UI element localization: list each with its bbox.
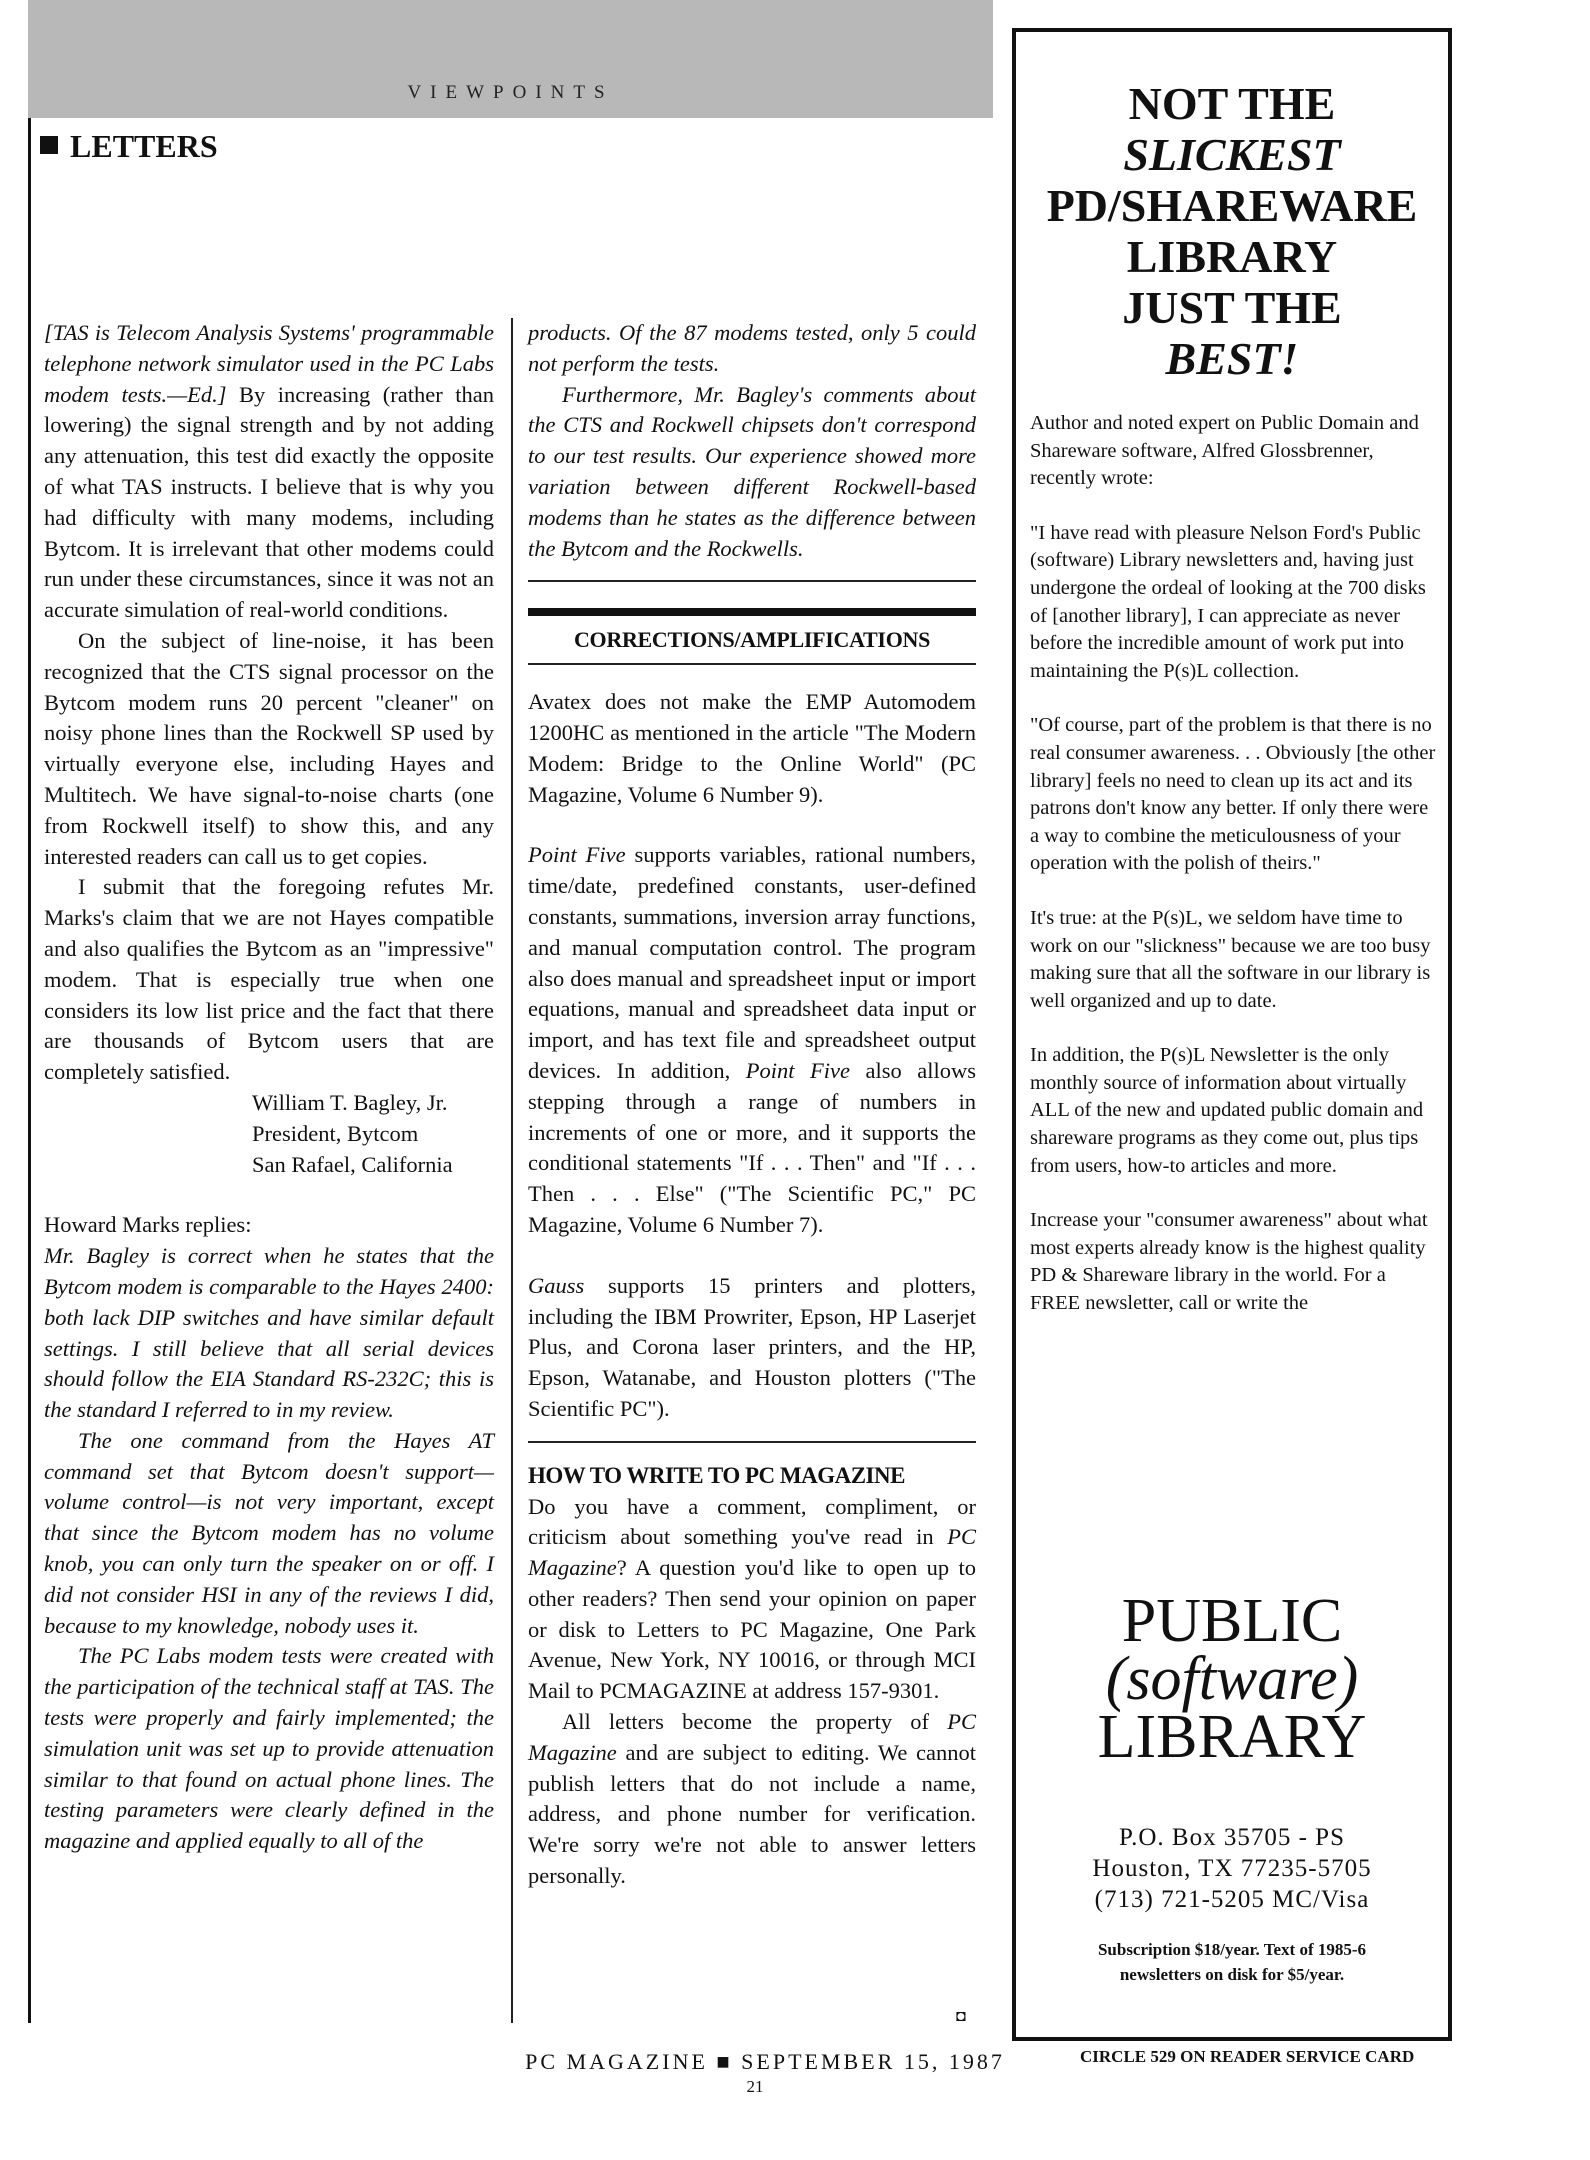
letter-text: By increasing (rather than lowering) the signal strength and by not adding any attenuation, this test did exactly the opposite of what TAS instructs. I believe that is why you had difficulty with many modems, including Bytcom. It is irrelevant that other modems could run under these circumstances, since it was not an accurate simulation of real-world conditions. [44, 381, 494, 623]
left-rule [28, 118, 31, 2023]
page-number: 21 [746, 2077, 764, 2096]
reply-paragraph: Furthermore, Mr. Bagley's comments about the CTS and Rockwell chipsets don't correspond to our test results. Our experience showed more variation between different Rockwell-based modems than he states as the difference between the Bytcom and the Rockwells. [528, 381, 976, 561]
column-title-text: LETTERS [70, 128, 218, 164]
ad-logo [1016, 1587, 1448, 1771]
ad-paragraph: In addition, the P(s)L Newsletter is the only monthly source of information about virtually ALL of the new and updated public domain and shareware programs as they come out, plus tips from users, how-to articles and more. [1030, 1044, 1424, 1177]
divider [528, 1441, 976, 1443]
divider [528, 580, 976, 582]
letters-column-2 [528, 318, 976, 1892]
editor-note: [TAS is Telecom Analysis Systems' programmable telephone network simulator used in the PC Labs modem tests.—Ed.] [44, 320, 494, 407]
how-to-paragraph [528, 1707, 976, 1892]
page-footer: PC MAGAZINE ■ SEPTEMBER 15, 1987 [525, 2049, 1005, 2074]
correction-text: supports variables, rational numbers, time/date, predefined constants, user-defined constants, summations, inversion array functions, and manual computation control. The program also does manual and spreadsheet input or import equations, manual and spreadsheet data input or import, and has text file and spreadsheet output devices. In addition, [528, 842, 976, 1083]
signature-place: San Rafael, California [252, 1151, 453, 1177]
how-to-text: Do you have a comment, compliment, or criticism about something you've read in [528, 1493, 976, 1550]
magazine-name: PC Magazine [528, 1709, 976, 1765]
corrections-heading: CORRECTIONS/AMPLIFICATIONS [573, 627, 931, 653]
ad-logo-line: PUBLIC [1121, 1587, 1343, 1655]
ad-headline-line: BEST! [1165, 333, 1299, 384]
divider-heavy [528, 608, 976, 616]
how-to-text: and are subject to editing. We cannot publish letters that do not include a name, address, and phone number for verification. We're sorry we're not able to answer letters personally. [528, 1739, 976, 1889]
correction-paragraph: Avatex does not make the EMP Automodem 1200HC as mentioned in the article "The Modern Modem: Bridge to the Online World" (PC Magazine, Volume 6 Number 9). [528, 689, 976, 807]
how-to-text: ? A question you'd like to open up to other readers? Then send your opinion on paper or disk to Letters to PC Magazine, One Park Avenue, New York, NY 10016, or through MCI Mail to PCMAGAZINE at address 157-9301. [528, 1555, 976, 1704]
ad-headline-line: NOT THE [1128, 78, 1336, 129]
ad-subscription-line: Subscription $18/year. Text of 1985-6 [1097, 1940, 1367, 1959]
ad-headline-line: PD/SHAREWARE [1046, 180, 1418, 231]
ad-paragraph: It's true: at the P(s)L, we seldom have time to work on our "slickness" because we are too busy making sure that all the software in our library is well organized and up to date. [1030, 906, 1431, 1012]
ad-subscription-line: newsletters on disk for $5/year. [1119, 1965, 1345, 1984]
correction-text: also allows stepping through a range of numbers in increments of one or more, and it supports the conditional statements "If . . . Then" and "If . . . Then . . . Else" ("The Scientific PC," PC Magazine, Volume 6 Number 7). [528, 1057, 976, 1237]
ad-body [1030, 410, 1436, 1345]
ad-address [1016, 1822, 1448, 1915]
reader-service-note: CIRCLE 529 ON READER SERVICE CARD [1080, 2047, 1415, 2066]
reply-paragraph: The one command from the Hayes AT command set that Bytcom doesn't support—volume control—is not very important, except that since the Bytcom modem has no volume knob, you can only turn the speaker on or off. I did not consider HSI in any of the reviews I did, because to my knowledge, nobody uses it. [44, 1427, 494, 1638]
letter-paragraph: I submit that the foregoing refutes Mr. Marks's claim that we are not Hayes compatible and also qualifies the Bytcom as an "impressive" modem. That is especially true when one considers its low list price and the fact that there are thousands of Bytcom users that are completely satisfied. [44, 874, 494, 1085]
ad-address-line: P.O. Box 35705 - PS [1119, 1824, 1345, 1851]
ad-logo-line: (software) [1105, 1645, 1359, 1713]
magazine-name: PC Magazine [528, 1524, 976, 1581]
ad-paragraph: "I have read with pleasure Nelson Ford's Public (software) Library newsletters and, having just undergone the ordeal of looking at the 700 disks of [another library], I can appreciate as never before the incredible amount of work put into maintaining the P(s)L collection. [1030, 521, 1426, 682]
product-name: Point Five [528, 842, 626, 868]
ad-paragraph: Increase your "consumer awareness" about what most experts already know is the highest quality PD & Shareware library in the world. For a FREE newsletter, call or write the [1030, 1209, 1428, 1315]
ad-headline [1016, 78, 1448, 384]
ad-address-line: Houston, TX 77235-5705 [1092, 1855, 1372, 1882]
how-to-write-heading: HOW TO WRITE TO PC MAGAZINE [528, 1462, 905, 1488]
advertisement [1012, 28, 1452, 2041]
ad-headline-line: SLICKEST [1123, 129, 1341, 180]
product-name: Gauss [528, 1272, 585, 1298]
signature-title: President, Bytcom [252, 1120, 419, 1146]
square-bullet-icon [40, 136, 58, 154]
column-title [40, 128, 218, 165]
signature-name: William T. Bagley, Jr. [252, 1089, 448, 1115]
ad-headline-line: JUST THE [1122, 282, 1342, 333]
correction-paragraph [528, 840, 976, 1240]
letters-column-1 [44, 318, 494, 1857]
end-mark-icon: ◘ [956, 2008, 966, 2025]
correction-paragraph [528, 1271, 976, 1425]
product-name: Point Five [745, 1057, 850, 1083]
how-to-paragraph [528, 1492, 976, 1708]
reply-paragraph: Mr. Bagley is correct when he states that the Bytcom modem is comparable to the Hayes 2400: both lack DIP switches and have similar default settings. I still believe that all serial devices should follow the EIA Standard RS-232C; this is the standard I referred to in my review. [44, 1243, 494, 1423]
ad-paragraph: "Of course, part of the problem is that there is no real consumer awareness. . . Obviously [the other library] feels no need to clean up its act and its patrons don't know any better. If only there were a way to combine the meticulousness of your operation with the polish of theirs." [1030, 714, 1436, 875]
letter-paragraph [44, 318, 494, 626]
ad-subscription [1016, 1937, 1448, 1987]
reply-paragraph: The PC Labs modem tests were created with the participation of the technical staff at TAS. The tests were properly and fairly implemented; the simulation unit was set up to provide attenuation similar to that found on actual phone lines. The testing parameters were clearly defined in the magazine and applied equally to all of the [44, 1643, 494, 1854]
letter-paragraph: On the subject of line-noise, it has been recognized that the CTS signal processor on the Bytcom modem runs 20 percent "cleaner" on noisy phone lines than the Rockwell SP used by virtually everyone else, including Hayes and Multitech. We have signal-to-noise charts (one from Rockwell itself) to show this, and any interested readers can call us to get copies. [44, 627, 494, 869]
reply-intro: Howard Marks replies: [44, 1212, 252, 1238]
ad-logo-line: LIBRARY [1097, 1703, 1367, 1771]
ad-paragraph: Author and noted expert on Public Domain and Shareware software, Alfred Glossbrenner, recently wrote: [1030, 412, 1419, 490]
ad-address-line: (713) 721-5205 MC/Visa [1094, 1886, 1370, 1913]
section-label: VIEWPOINTS [407, 82, 614, 103]
reply-paragraph: products. Of the 87 modems tested, only 5 could not perform the tests. [528, 320, 976, 376]
column-divider [511, 318, 513, 2023]
ad-headline-line: LIBRARY [1126, 231, 1338, 282]
how-to-text: All letters become the property of [562, 1709, 948, 1735]
correction-text: supports 15 printers and plotters, including the IBM Prowriter, Epson, HP Laserjet Plus, and Corona laser printers, and the HP, Epson, Watanabe, and Houston plotters ("The Scientific PC"). [528, 1272, 976, 1421]
